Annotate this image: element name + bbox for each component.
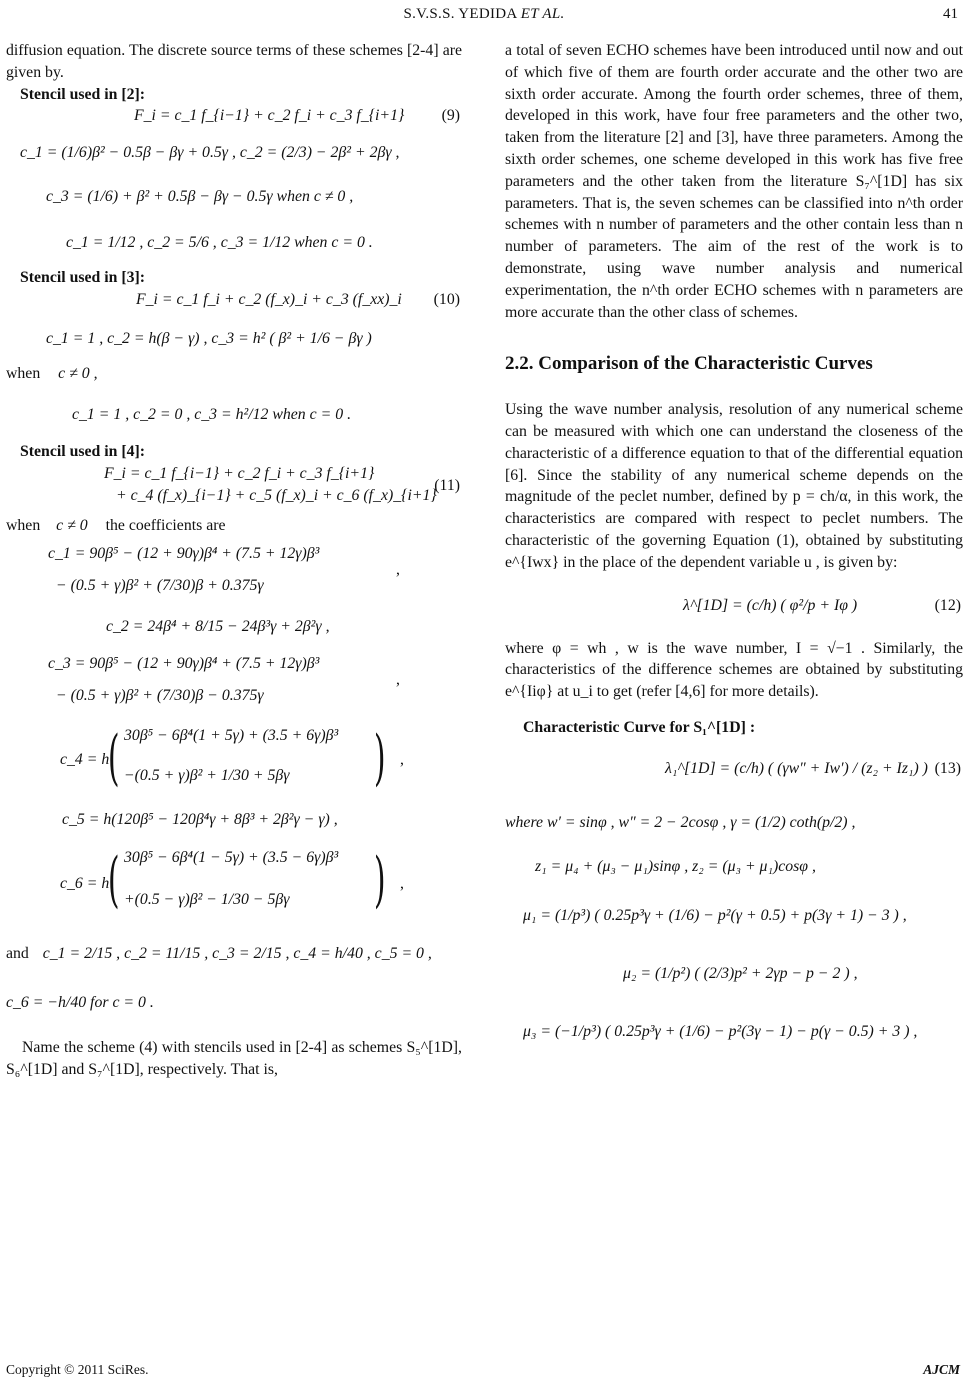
schemes-paragraph: a total of seven ECHO schemes have been introduced until now and out of which five of them are fourth order accurate and the other two are sixth order accurate. Among the fourth order schemes, three of them, developed in this work, have four free parameters and the other two, taken from the literature [2] and [3], have three parameters. Among the sixth order schemes, one scheme developed in this work has five free parameters and the other taken from the literature S₇^[1D] has six parameters. That is, the seven schemes can be classified into n^th order schemes with n number of parameters and the other contain less than n number of parameters. The aim of the rest of the work is to demonstrate, using wave number analysis and numerical experimentation, the n^th order ECHO schemes with n parameters are more accurate than the other class of schemes.: [505, 42, 963, 321]
eq11-line-1: F_i = c_1 f_{i−1} + c_2 f_i + c_3 f_{i+1}: [104, 464, 375, 482]
naming-paragraph: Name the scheme (4) with stencils used in [2-4] as schemes S₅^[1D], S₆^[1D] and S₇^[1D], respectively. That is,: [6, 1038, 462, 1078]
eq10-coefficients: c_1 = 1 , c_2 = h(β − γ) , c_3 = h² ( β² + 1/6 − βγ ): [46, 330, 372, 348]
mu1-definition: μ₁ = (1/p³) ( 0.25p³γ + (1/6) − p²(γ + 0.5) + p(3γ + 1) − 3 ) ,: [523, 906, 907, 924]
c6-right-paren: ): [373, 844, 386, 915]
equation-13: [505, 739, 963, 799]
c4-left-paren: (: [107, 722, 120, 793]
left-column: [6, 40, 462, 1081]
journal-name: AJCM: [923, 1362, 960, 1377]
c3-line-1: c_3 = 90β⁵ − (12 + 90γ)β⁴ + (7.5 + 12γ)β³: [48, 654, 320, 672]
c4-comma: ,: [400, 750, 404, 768]
c5-coefficient: c_5 = h(120β⁵ − 120β⁴γ + 8β³ + 2β²γ − γ) ,: [62, 810, 338, 828]
mu2-definition: μ₂ = (1/p²) ( (2/3)p² + 2γp − p − 2 ) ,: [623, 964, 858, 982]
coeff-condition: c ≠ 0: [56, 516, 88, 534]
right-column: [505, 40, 963, 1061]
c6-comma: ,: [400, 874, 404, 892]
equation-10-text: F_i = c_1 f_i + c_2 (f_x)_i + c_3 (f_xx)_i: [136, 291, 402, 309]
when-word-2: when: [6, 516, 41, 534]
c3-comma: ,: [396, 670, 400, 688]
c2-coefficient: c_2 = 24β⁴ + 8/15 − 24β³γ + 2β²γ ,: [106, 617, 330, 635]
coefficients-intro: [6, 515, 462, 539]
when-word: when: [6, 365, 41, 383]
eq9-c-zero: c_1 = 1/12 , c_2 = 5/6 , c_3 = 1/12 when c = 0 .: [66, 234, 373, 252]
c4-line-2: −(0.5 + γ)β² + 1/30 + 5βγ: [124, 766, 290, 784]
c1-line-1: c_1 = 90β⁵ − (12 + 90γ)β⁴ + (7.5 + 12γ)β³: [48, 544, 320, 562]
spacer: [505, 323, 963, 353]
c4-line-1: 30β⁵ − 6β⁴(1 + 5γ) + (3.5 + 6γ)β³: [124, 726, 339, 744]
z-definitions: z₁ = μ₄ + (μ₃ − μ₁)sinφ , z₂ = (μ₃ + μ₁)cosφ ,: [535, 857, 816, 875]
et-al: ET AL.: [520, 6, 565, 22]
equation-10-number: (10): [433, 291, 460, 309]
c6-line-2: +(0.5 − γ)β² − 1/30 − 5βγ: [124, 890, 290, 908]
equation-9-number: (9): [441, 107, 460, 125]
mu3-definition: μ₃ = (−1/p³) ( 0.25p³γ + (1/6) − p²(3γ − 1) − p(γ − 0.5) + 3 ) ,: [523, 1022, 918, 1040]
c3-coefficient: [6, 649, 462, 715]
c-zero-line-1: c_1 = 2/15 , c_2 = 11/15 , c_3 = 2/15 , c_4 = h/40 , c_5 = 0 ,: [42, 944, 432, 962]
equation-13-number: (13): [934, 759, 961, 777]
equation-12: [505, 574, 963, 638]
running-head: [0, 6, 968, 23]
c6-prefix: c_6 = h: [60, 874, 110, 892]
stencil-4-heading: Stencil used in [4]:: [20, 443, 146, 461]
equation-11-number: (11): [434, 476, 460, 494]
equation-10: [6, 289, 462, 315]
wave-number-paragraph: Using the wave number analysis, resolution of any numerical scheme can be measured with which one can understand the closeness of the characteristic of a difference equation to that of the differential equation [6]. Since the stability of any numerical scheme depends on the magnitude of the peclet number, defined by p = ch/α, in this work, the characteristics are compared with respect to peclet numbers. The characteristic of the governing Equation (1), obtained by substituting e^{Iwx} in the place of the dependent variable u , is given by:: [505, 401, 963, 571]
spacer: [505, 703, 963, 717]
equation-9-text: F_i = c_1 f_{i−1} + c_2 f_i + c_3 f_{i+1}: [134, 107, 405, 125]
copyright-notice: Copyright © 2011 SciRes.: [6, 1362, 149, 1377]
c4-prefix: c_4 = h: [60, 750, 110, 768]
c-zero-coefficients: [6, 929, 462, 979]
author-names: S.V.S.S. YEDIDA: [403, 6, 517, 22]
c1-comma: ,: [396, 560, 400, 578]
running-header: [0, 6, 968, 30]
stencil-2-heading: Stencil used in [2]:: [20, 85, 146, 103]
characteristics-paragraph: where φ = wh , w is the wave number, I = √−1 . Similarly, the characteristics of the difference schemes are obtained by substituting e^{Iiφ} at u_i to get (refer [4,6] for more details).: [505, 639, 963, 701]
c6-coefficient: [6, 837, 462, 929]
eq9-c1-c2: c_1 = (1/6)β² − 0.5β − βγ + 0.5γ , c_2 = (2/3) − 2β² + 2βγ ,: [20, 144, 400, 162]
section-title: 2.2. Comparison of the Characteristic Curves: [505, 353, 873, 375]
equation-11: [6, 463, 462, 515]
c6-line-1: 30β⁵ − 6β⁴(1 − 5γ) + (3.5 − 6γ)β³: [124, 848, 339, 866]
c1-line-2: − (0.5 + γ)β² + (7/30)β + 0.375γ: [56, 576, 264, 594]
where-definitions: where w′ = sinφ , w″ = 2 − 2cosφ , γ = (1/2) coth(p/2) ,: [505, 813, 856, 831]
eq10-condition: [6, 363, 462, 389]
eq10-c-zero: c_1 = 1 , c_2 = 0 , c_3 = h²/12 when c = 0 .: [72, 406, 352, 424]
page-number: 41: [943, 6, 958, 22]
c-zero-line-2: c_6 = −h/40 for c = 0 .: [6, 993, 154, 1011]
eq9-c3: c_3 = (1/6) + β² + 0.5β − βγ − 0.5γ when c ≠ 0 ,: [46, 188, 354, 206]
equation-12-text: λ^[1D] = (c/h) ( φ²/p + Iφ ): [683, 596, 858, 614]
equation-12-number: (12): [934, 596, 961, 614]
characteristic-curve-heading: Characteristic Curve for S₁^[1D] :: [523, 718, 756, 736]
equation-13-text: λ₁^[1D] = (c/h) ( (γw″ + Iw′) / (z₂ + Iz₁) ): [665, 759, 928, 777]
c3-line-2: − (0.5 + γ)β² + (7/30)β − 0.375γ: [56, 686, 264, 704]
equation-9: [6, 105, 462, 131]
spacer: [505, 375, 963, 399]
c4-coefficient: [6, 715, 462, 803]
c4-right-paren: ): [373, 722, 386, 793]
and-word: and: [6, 944, 29, 962]
spacer: [6, 1027, 462, 1037]
coeff-are-text: the coefficients are: [105, 516, 226, 534]
eq10-condition-text: c ≠ 0 ,: [58, 365, 98, 383]
stencil-3-heading: Stencil used in [3]:: [20, 269, 146, 287]
c6-left-paren: (: [107, 844, 120, 915]
intro-paragraph: diffusion equation. The discrete source terms of these schemes [2-4] are given by.: [6, 42, 462, 81]
c1-coefficient: [6, 539, 462, 605]
eq11-line-2: + c_4 (f_x)_{i−1} + c_5 (f_x)_i + c_6 (f_x)_{i+1}: [116, 486, 437, 504]
